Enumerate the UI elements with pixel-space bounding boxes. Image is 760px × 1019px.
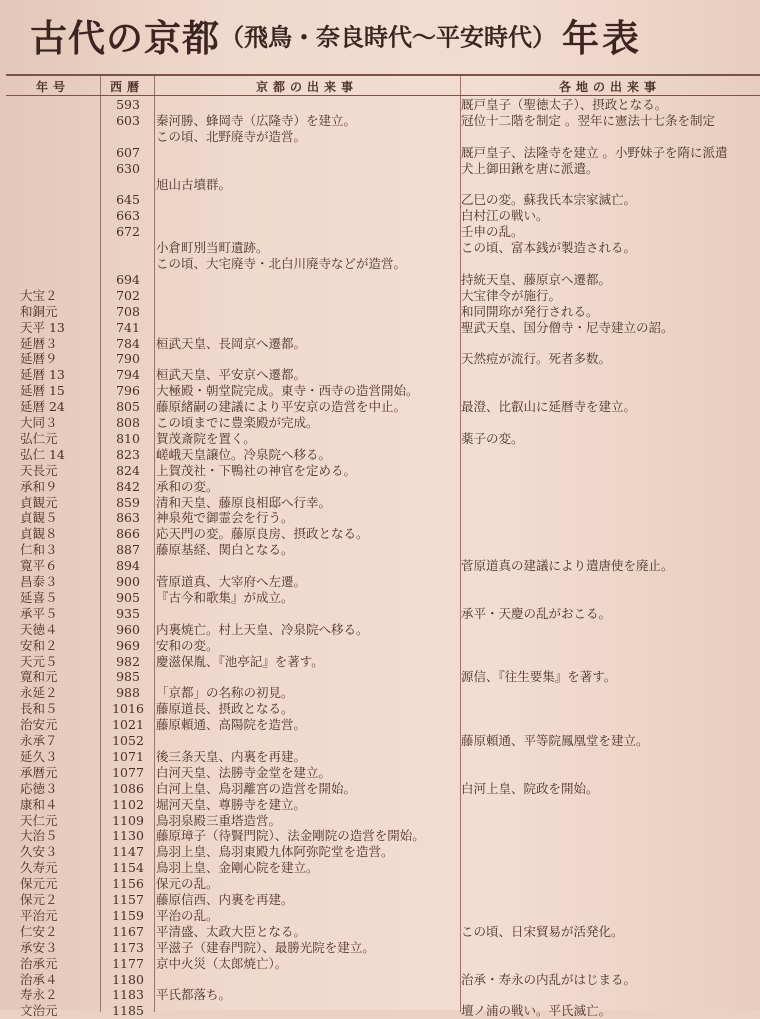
kyoto-event-cell: 平清盛、太政大臣となる。 <box>156 923 307 939</box>
kyoto-event-cell: 清和天皇、藤原良相邸へ行幸。 <box>156 494 332 510</box>
table-row <box>6 669 760 685</box>
year-cell: 1147 <box>112 844 144 860</box>
table-row <box>6 622 760 638</box>
table-row <box>6 526 760 542</box>
year-cell: 593 <box>116 97 140 112</box>
era-cell: 昌泰３ <box>20 574 58 589</box>
year-cell: 1052 <box>112 733 144 748</box>
table-row <box>6 654 760 670</box>
table-row <box>6 367 760 383</box>
table-row <box>6 892 760 908</box>
table-row <box>6 240 760 256</box>
year-cell: 672 <box>116 224 140 240</box>
table-row <box>6 590 760 606</box>
kyoto-event-cell: 安和の変。 <box>156 637 219 653</box>
era-cell: 寿永２ <box>20 987 58 1003</box>
table-row <box>6 908 760 924</box>
year-cell: 900 <box>116 574 140 589</box>
year-cell: 607 <box>116 144 140 160</box>
kyoto-event-cell: 後三条天皇、内裏を再建。 <box>156 748 307 764</box>
era-cell: 天仁元 <box>20 812 58 828</box>
regional-event-cell: 聖武天皇、国分僧寺・尼寺建立の詔。 <box>461 319 674 335</box>
year-cell: 708 <box>116 303 140 319</box>
era-cell: 貞観５ <box>20 510 58 526</box>
table-row <box>6 495 760 511</box>
year-cell: 960 <box>116 621 140 637</box>
table-row <box>6 304 760 320</box>
kyoto-event-cell: 『古今和歌集』が成立。 <box>156 589 294 605</box>
year-cell: 887 <box>116 542 140 558</box>
year-cell: 1102 <box>112 796 144 812</box>
era-cell: 応徳３ <box>20 780 58 796</box>
year-cell: 741 <box>116 319 140 335</box>
table-row <box>6 797 760 813</box>
era-cell: 康和４ <box>20 796 58 812</box>
era-cell: 永承７ <box>20 733 58 748</box>
table-row <box>6 574 760 590</box>
era-cell: 延暦 24 <box>20 399 65 415</box>
header-era: 年号 <box>35 80 70 94</box>
kyoto-event-cell: 賀茂斎院を置く。 <box>156 430 256 446</box>
year-cell: 805 <box>116 399 140 415</box>
table-row <box>6 717 760 733</box>
regional-event-cell: 白村江の戦い。 <box>461 208 549 224</box>
regional-event-cell: この頃、富本銭が製造される。 <box>461 240 637 256</box>
era-cell: 貞観元 <box>20 494 58 510</box>
kyoto-event-cell: 堀河天皇、尊勝寺を建立。 <box>156 796 307 812</box>
kyoto-event-cell: 平氏都落ち。 <box>156 987 232 1003</box>
kyoto-event-cell: この頃、北野廃寺が造営。 <box>156 128 307 144</box>
era-cell: 仁安２ <box>20 923 58 939</box>
header-regional-events: 各地の出来事 <box>558 80 661 94</box>
table-row <box>6 399 760 415</box>
table-row <box>6 320 760 336</box>
table-row <box>6 987 760 1003</box>
year-cell: 905 <box>116 589 140 605</box>
year-cell: 1177 <box>112 955 144 971</box>
year-cell: 1021 <box>112 717 144 733</box>
table-row <box>6 638 760 654</box>
era-cell: 久寿元 <box>20 860 58 876</box>
table-row <box>6 956 760 972</box>
table-row <box>6 781 760 797</box>
year-cell: 702 <box>116 287 140 303</box>
era-cell: 承平５ <box>20 605 58 621</box>
kyoto-event-cell: 藤原緒嗣の建議により平安京の造営を中止。 <box>156 399 407 415</box>
table-row <box>6 813 760 829</box>
kyoto-event-cell: 藤原基経、関白となる。 <box>156 542 294 558</box>
table-row <box>6 1003 760 1019</box>
kyoto-event-cell: この頃、大宅廃寺・北白川廃寺などが造営。 <box>156 256 407 271</box>
era-cell: 保元元 <box>20 876 58 892</box>
regional-event-cell: 持統天皇、藤原京へ遷都。 <box>461 271 612 287</box>
table-row <box>6 129 760 145</box>
page-title <box>30 8 750 60</box>
era-cell: 治安元 <box>20 717 58 733</box>
era-cell: 文治元 <box>20 1003 58 1019</box>
year-cell: 1071 <box>112 748 144 764</box>
table-row <box>6 860 760 876</box>
kyoto-event-cell: 応天門の変。藤原良房、摂政となる。 <box>156 526 369 542</box>
kyoto-event-cell: 藤原璋子（待賢門院）、法金剛院の造営を開始。 <box>156 828 425 844</box>
era-cell: 弘仁 14 <box>20 446 65 462</box>
table-row <box>6 542 760 558</box>
table-row <box>6 336 760 352</box>
era-cell: 延暦 15 <box>20 383 65 399</box>
era-cell: 延喜５ <box>20 589 58 605</box>
year-cell: 935 <box>116 605 140 621</box>
regional-event-cell: 壇ノ浦の戦い。平氏滅亡。 <box>461 1003 612 1019</box>
kyoto-event-cell: 鳥羽上皇、金剛心院を建立。 <box>156 860 319 876</box>
year-cell: 969 <box>116 637 140 653</box>
kyoto-event-cell: 神泉苑で御霊会を行う。 <box>156 510 294 526</box>
kyoto-event-cell: 「京都」の名称の初見。 <box>156 685 294 701</box>
kyoto-event-cell: 嵯峨天皇譲位。冷泉院へ移る。 <box>156 446 332 462</box>
kyoto-event-cell: 保元の乱。 <box>156 876 219 892</box>
header-year: 西暦 <box>109 80 144 94</box>
regional-event-cell: 白河上皇、院政を開始。 <box>461 780 599 796</box>
year-cell: 985 <box>116 669 140 685</box>
kyoto-event-cell: 藤原道長、摂政となる。 <box>156 701 294 717</box>
year-cell: 866 <box>116 526 140 542</box>
kyoto-event-cell: 承和の変。 <box>156 478 219 494</box>
table-row <box>6 447 760 463</box>
era-cell: 承和９ <box>20 478 58 494</box>
era-cell: 和銅元 <box>20 303 58 319</box>
table-row <box>6 161 760 177</box>
table-row <box>6 177 760 193</box>
year-cell: 859 <box>116 494 140 510</box>
era-cell: 天平 13 <box>20 319 65 335</box>
table-row <box>6 463 760 479</box>
era-cell: 天徳４ <box>20 621 58 637</box>
regional-event-cell: 源信、『往生要集』を著す。 <box>461 669 617 685</box>
era-cell: 大同３ <box>20 415 58 430</box>
table-row <box>6 431 760 447</box>
era-cell: 承安３ <box>20 939 58 955</box>
year-cell: 630 <box>116 160 140 176</box>
table-row <box>6 701 760 717</box>
era-cell: 長和５ <box>20 701 58 717</box>
year-cell: 645 <box>116 192 140 208</box>
regional-event-cell: 藤原頼通、平等院鳳凰堂を建立。 <box>461 733 649 748</box>
regional-event-cell: 承平・天慶の乱がおこる。 <box>461 605 612 621</box>
regional-event-cell: 犬上御田鍬を唐に派遣。 <box>461 160 599 176</box>
kyoto-event-cell: 藤原頼通、高陽院を造営。 <box>156 717 307 733</box>
kyoto-event-cell: 平滋子（建春門院）、最勝光院を建立。 <box>156 939 375 955</box>
regional-event-cell: 厩戸皇子（聖徳太子）、摂政となる。 <box>461 97 668 112</box>
era-cell: 寛和元 <box>20 669 58 685</box>
table-row <box>6 224 760 240</box>
era-cell: 承暦元 <box>20 764 58 780</box>
kyoto-event-cell: 鳥羽上皇、鳥羽東殿九体阿弥陀堂を造営。 <box>156 844 394 860</box>
kyoto-event-cell: 慶滋保胤、『池亭記』を著す。 <box>156 653 324 669</box>
year-cell: 1159 <box>112 907 144 923</box>
table-row <box>6 145 760 161</box>
year-cell: 863 <box>116 510 140 526</box>
era-cell: 永延２ <box>20 685 58 701</box>
kyoto-event-cell: 旭山古墳群。 <box>156 176 232 192</box>
era-cell: 大宝２ <box>20 287 58 303</box>
year-cell: 988 <box>116 685 140 701</box>
year-cell: 784 <box>116 335 140 351</box>
kyoto-event-cell: 小倉町別当町遺跡。 <box>156 240 269 256</box>
year-cell: 1077 <box>112 764 144 780</box>
era-cell: 弘仁元 <box>20 430 58 446</box>
era-cell: 仁和３ <box>20 542 58 558</box>
year-cell: 1154 <box>112 860 144 876</box>
table-row <box>6 208 760 224</box>
table-row <box>6 828 760 844</box>
year-cell: 1086 <box>112 780 144 796</box>
title-tail: 年表 <box>562 16 642 60</box>
era-cell: 治承４ <box>20 971 58 987</box>
table-row <box>6 97 760 113</box>
table-row <box>6 351 760 367</box>
year-cell: 1109 <box>112 812 144 828</box>
table-row <box>6 479 760 495</box>
title-period: （飛鳥・奈良時代～平安時代） <box>220 22 556 52</box>
year-cell: 982 <box>116 653 140 669</box>
year-cell: 790 <box>116 351 140 367</box>
kyoto-event-cell: 秦河勝、蜂岡寺（広隆寺）を建立。 <box>156 112 357 128</box>
kyoto-event-cell: 内裏焼亡。村上天皇、冷泉院へ移る。 <box>156 621 369 637</box>
regional-event-cell: 治承・寿永の内乱がはじまる。 <box>461 971 637 987</box>
table-row <box>6 192 760 208</box>
regional-event-cell: この頃、日宋貿易が活発化。 <box>461 923 624 939</box>
era-cell: 延暦 13 <box>20 367 65 383</box>
kyoto-event-cell: 鳥羽泉殿三重塔造営。 <box>156 812 282 828</box>
regional-event-cell: 大宝律令が施行。 <box>461 287 562 303</box>
table-row <box>6 415 760 431</box>
table-row <box>6 924 760 940</box>
era-cell: 大治５ <box>20 828 58 844</box>
year-cell: 1185 <box>112 1003 144 1019</box>
era-cell: 保元２ <box>20 892 58 907</box>
table-row <box>6 256 760 272</box>
table-row <box>6 113 760 129</box>
kyoto-event-cell: 白河天皇、法勝寺金堂を建立。 <box>156 764 332 780</box>
era-cell: 久安３ <box>20 844 58 860</box>
era-cell: 延暦９ <box>20 351 58 367</box>
regional-event-cell: 天然痘が流行。死者多数。 <box>461 351 612 367</box>
table-row <box>6 288 760 304</box>
timeline-table <box>6 74 760 1019</box>
year-cell: 663 <box>116 208 140 224</box>
year-cell: 894 <box>116 558 140 574</box>
era-cell: 寛平６ <box>20 558 58 574</box>
table-row <box>6 765 760 781</box>
kyoto-event-cell: 桓武天皇、平安京へ遷都。 <box>156 367 307 383</box>
table-row <box>6 733 760 749</box>
regional-event-cell: 菅原道真の建議により遣唐使を廃止。 <box>461 558 674 574</box>
table-row <box>6 749 760 765</box>
table-row <box>6 606 760 622</box>
era-cell: 天長元 <box>20 462 58 478</box>
year-cell: 603 <box>116 112 140 128</box>
year-cell: 1180 <box>112 971 144 987</box>
table-row <box>6 558 760 574</box>
regional-event-cell: 厩戸皇子、法隆寺を建立 。小野妹子を隋に派遣 <box>461 144 728 160</box>
year-cell: 823 <box>116 446 140 462</box>
year-cell: 694 <box>116 271 140 287</box>
table-row <box>6 844 760 860</box>
kyoto-event-cell: 大極殿・朝堂院完成。東寺・西寺の造営開始。 <box>156 383 419 399</box>
kyoto-event-cell: 京中火災（太郎焼亡）。 <box>156 955 288 971</box>
kyoto-event-cell: 桓武天皇、長岡京へ遷都。 <box>156 335 307 351</box>
header-rule <box>6 95 760 96</box>
table-row <box>6 972 760 988</box>
era-cell: 平治元 <box>20 907 58 923</box>
kyoto-event-cell: 藤原信西、内裏を再建。 <box>156 892 294 907</box>
regional-event-cell: 壬申の乱。 <box>461 224 524 240</box>
era-cell: 治承元 <box>20 955 58 971</box>
kyoto-event-cell: 上賀茂社・下鴨社の神官を定める。 <box>156 462 357 478</box>
era-cell: 安和２ <box>20 637 58 653</box>
regional-event-cell: 最澄、比叡山に延暦寺を建立。 <box>461 399 637 415</box>
era-cell: 貞観８ <box>20 526 58 542</box>
table-row <box>6 272 760 288</box>
title-main: 古代の京都 <box>30 16 220 60</box>
year-cell: 808 <box>116 415 140 430</box>
kyoto-event-cell: この頃までに豊楽殿が完成。 <box>156 415 319 430</box>
regional-event-cell: 冠位十二階を制定 。翌年に憲法十七条を制定 <box>461 112 715 128</box>
year-cell: 810 <box>116 430 140 446</box>
kyoto-event-cell: 平治の乱。 <box>156 907 219 923</box>
table-row <box>6 510 760 526</box>
regional-event-cell: 乙巳の変。蘇我氏本宗家滅亡。 <box>461 192 637 208</box>
regional-event-cell: 薬子の変。 <box>461 430 524 446</box>
table-row <box>6 383 760 399</box>
year-cell: 1183 <box>112 987 144 1003</box>
year-cell: 1167 <box>112 923 144 939</box>
era-cell: 延久３ <box>20 748 58 764</box>
table-row <box>6 685 760 701</box>
year-cell: 1156 <box>112 876 144 892</box>
header-kyoto-events: 京都の出来事 <box>255 80 358 94</box>
kyoto-event-cell: 菅原道真、大宰府へ左遷。 <box>156 574 307 589</box>
regional-event-cell: 和同開珎が発行される。 <box>461 303 599 319</box>
table-row <box>6 940 760 956</box>
year-cell: 1016 <box>112 701 144 717</box>
year-cell: 1130 <box>112 828 144 844</box>
era-cell: 天元５ <box>20 653 58 669</box>
table-row <box>6 876 760 892</box>
kyoto-event-cell: 白河上皇、鳥羽離宮の造営を開始。 <box>156 780 357 796</box>
year-cell: 1173 <box>112 939 144 955</box>
era-cell: 延暦３ <box>20 335 58 351</box>
year-cell: 794 <box>116 367 140 383</box>
year-cell: 1157 <box>112 892 144 907</box>
year-cell: 796 <box>116 383 140 399</box>
year-cell: 824 <box>116 462 140 478</box>
year-cell: 842 <box>116 478 140 494</box>
